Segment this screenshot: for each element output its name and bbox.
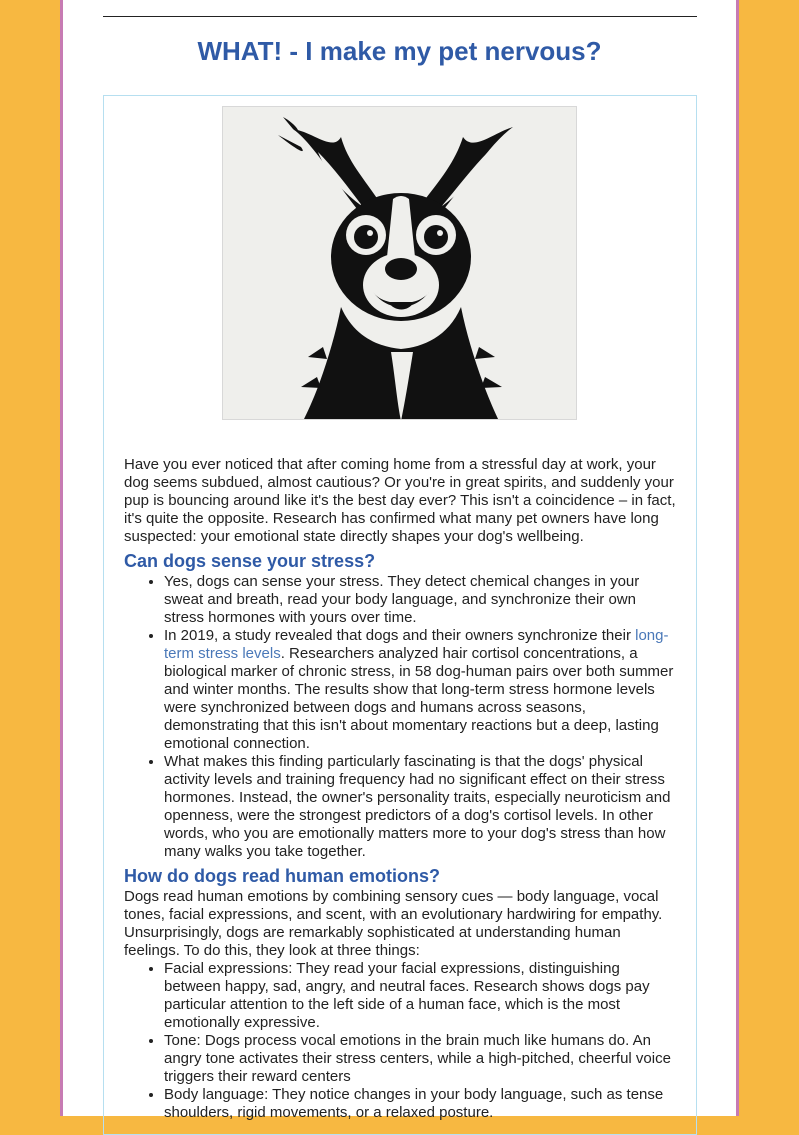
emotions-intro-paragraph: Dogs read human emotions by combining sensory cues — body language, vocal tones, facial expressions, and scent, with an evolutionary hardwiring for empathy. Unsurprisingly, dogs are remarkably sophisticated at understanding human feelings. To do this, they look at three things: [124,888,663,959]
section-heading-stress: Can dogs sense your stress? [124,551,376,571]
page-title: WHAT! - I make my pet nervous? [197,36,602,66]
list-item-text: In 2019, a study revealed that dogs and their owners synchronize their [164,627,636,644]
article-page [60,0,739,1121]
list-item: • Facial expressions: They read your facial expressions, distinguishing between happy, sad, angry, and neutral faces. Research shows dogs pay particular attention to the left side of a human face, which is the most emotionally expressive. [164,960,680,1032]
article-content [103,95,697,1135]
list-item: • Yes, dogs can sense your stress. They detect chemical changes in your sweat and breath, read your body language, and synchronize their own stress hormones with yours over time. [164,573,680,627]
stress-list [124,573,680,861]
list-item: • Body language: They notice changes in your body language, such as tense shoulders, rigid movements, or a relaxed posture. [164,1086,680,1122]
article-body [124,456,680,1122]
chihuahua-illustration-icon [222,106,577,420]
list-item: • What makes this finding particularly fascinating is that the dogs' physical activity levels and training frequency had no significant effect on their stress hormones. Instead, the owner's personality traits, especially neuroticism and openness, were the strongest predictors of a dog's cortisol levels. In other words, who you are emotionally matters more to your dog's stress than how many walks you take together. [164,753,680,861]
stress-levels-link[interactable]: long-term stress levels [164,627,669,662]
list-item [164,627,680,753]
top-divider [103,16,697,17]
list-item: • Tone: Dogs process vocal emotions in the brain much like humans do. An angry tone activates their stress centers, while a high-pitched, cheerful voice triggers their reward centers [164,1032,680,1086]
emotions-list [124,960,680,1122]
list-item-text: . Researchers analyzed hair cortisol concentrations, a biological marker of chronic stress, in 58 dog-human pairs over both summer and winter months. The results show that long-term stress hormone levels were synchronized between dogs and humans across seasons, demonstrating that this isn't about momentary reactions but a deep, lasting emotional connection. [164,645,674,752]
section-heading-emotions: How do dogs read human emotions? [124,866,441,886]
intro-paragraph: Have you ever noticed that after coming home from a stressful day at work, your dog seems subdued, almost cautious? Or you're in great spirits, and suddenly your pup is bouncing around like it's the best day ever? This isn't a coincidence – in fact, it's quite the opposite. Research has confirmed what many pet owners have long suspected: your emotional state directly shapes your dog's wellbeing. [124,456,676,545]
